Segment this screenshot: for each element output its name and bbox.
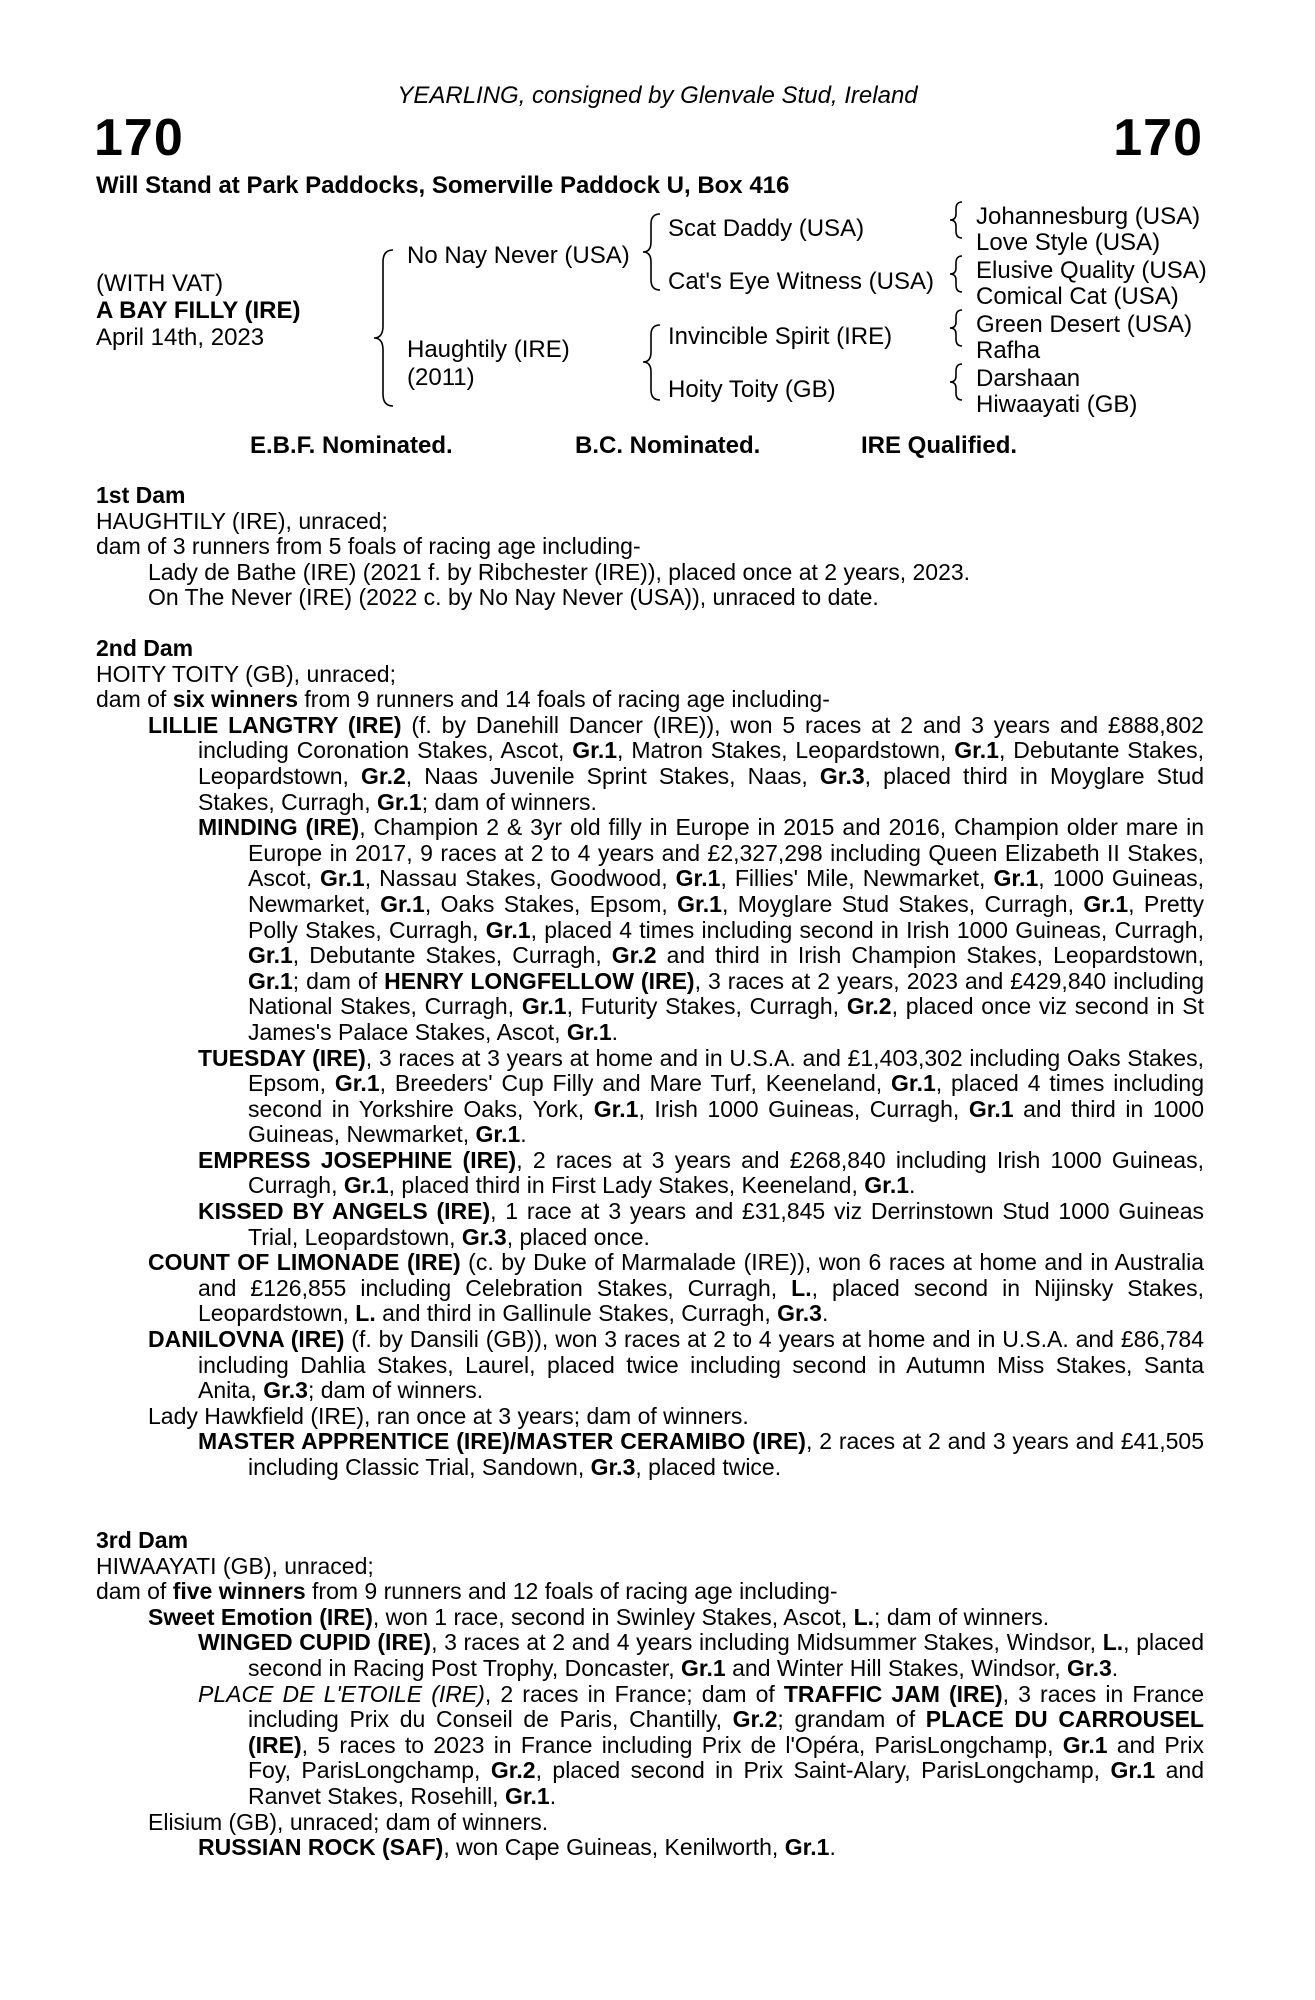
ebf-nominated: E.B.F. Nominated. xyxy=(250,432,453,459)
progeny-entry: Lady Hawkfield (IRE), ran once at 3 years; dam of winners. xyxy=(148,1402,749,1429)
progeny-item: On The Never (IRE) (2022 c. by No Nay Never (USA)), unraced to date. xyxy=(148,584,879,611)
horse-dob: April 14th, 2023 xyxy=(96,324,265,351)
third-dam-heading: 3rd Dam xyxy=(96,1527,189,1553)
vat-note: (WITH VAT) xyxy=(96,270,224,297)
dam-year: (2011) xyxy=(407,364,475,391)
gg-dss: Green Desert (USA) xyxy=(976,311,1193,338)
lot-number-left: 170 xyxy=(94,109,184,167)
progeny-entry: LILLIE LANGTRY (IRE) (f. by Danehill Dancer (IRE)), won 5 races at 2 and 3 years and £888,802 including Coronation Stakes, Ascot, Gr.1, Matron Stakes, Leopardstown, Gr.1, Debutante Stakes, Leopardstown, Gr.2, Naas Juvenile Sprint Stakes, Naas, Gr.3, placed third in Moyglare Stud Stakes, Curragh, Gr.1; dam of winners. xyxy=(148,711,1205,815)
horse-name: A BAY FILLY (IRE) xyxy=(96,297,301,324)
sd-brace xyxy=(950,256,962,292)
progeny-entry: WINGED CUPID (IRE), 3 races at 2 and 4 years including Midsummer Stakes, Windsor, L., placed second in Racing Post Trophy, Doncaster, Gr.1 and Winter Hill Stakes, Windsor, Gr.3. xyxy=(198,1629,1204,1681)
progeny-entry: DANILOVNA (IRE) (f. by Dansili (GB)), won 3 races at 2 to 4 years at home and in U.S.A. and £86,784 including Dahlia Stakes, Laurel, placed twice including second in Autumn Miss Stakes, Santa Anita, Gr.3; dam of winners. xyxy=(148,1326,1204,1404)
second-dam-line: HOITY TOITY (GB), unraced; xyxy=(96,660,396,687)
second-dam-heading: 2nd Dam xyxy=(96,635,194,661)
gg-ddd: Hiwaayati (GB) xyxy=(976,391,1138,418)
progeny-item: Lady de Bathe (IRE) (2021 f. by Ribchester (IRE)), placed once at 2 years, 2023. xyxy=(148,558,971,585)
lot-number-right: 170 xyxy=(1113,109,1203,167)
progeny-entry: Elisium (GB), unraced; dam of winners. xyxy=(148,1808,549,1835)
main-brace xyxy=(374,250,393,406)
gg-sds: Elusive Quality (USA) xyxy=(976,257,1207,284)
dam-brace xyxy=(643,325,660,400)
dam-dam: Hoity Toity (GB) xyxy=(668,376,836,403)
third-dam-line: dam of five winners from 9 runners and 12 foals of racing age including- xyxy=(96,1578,838,1605)
progeny-entry: KISSED BY ANGELS (IRE), 1 race at 3 years and £31,845 viz Derrinstown Stud 1000 Guineas Trial, Leopardstown, Gr.3, placed once. xyxy=(198,1198,1205,1250)
first-dam-line: dam of 3 runners from 5 foals of racing age including- xyxy=(96,533,641,560)
progeny-entry: RUSSIAN ROCK (SAF), won Cape Guineas, Kenilworth, Gr.1. xyxy=(198,1834,836,1861)
ire-qualified: IRE Qualified. xyxy=(861,432,1018,459)
sire-brace xyxy=(643,214,660,290)
stand-location: Will Stand at Park Paddocks, Somerville Paddock U, Box 416 xyxy=(96,172,790,199)
first-dam-heading: 1st Dam xyxy=(96,482,186,508)
sire-dam: Cat's Eye Witness (USA) xyxy=(668,268,934,295)
ss-brace xyxy=(950,202,962,238)
progeny-entry: COUNT OF LIMONADE (IRE) (c. by Duke of Marmalade (IRE)), won 6 races at home and in Australia and £126,855 including Celebration Stakes, Curragh, L., placed second in Nijinsky Stakes, Leopardstown, L. and third in Gallinule Stakes, Curragh, Gr.3. xyxy=(148,1249,1205,1327)
progeny-entry: MINDING (IRE), Champion 2 & 3yr old filly in Europe in 2015 and 2016, Champion older mare in Europe in 2017, 9 races at 2 to 4 years and £2,327,298 including Queen Elizabeth II Stakes, Ascot, Gr.1, Nassau Stakes, Goodwood, Gr.1, Fillies' Mile, Newmarket, Gr.1, 1000 Guineas, Newmarket, Gr.1, Oaks Stakes, Epsom, Gr.1, Moyglare Stud Stakes, Curragh, Gr.1, Pretty Polly Stakes, Curragh, Gr.1, placed 4 times including second in Irish 1000 Guineas, Curragh, Gr.1, Debutante Stakes, Curragh, Gr.2 and third in Irish Champion Stakes, Leopardstown, Gr.1; dam of HENRY LONGFELLOW (IRE), 3 races at 2 years, 2023 and £429,840 including National Stakes, Curragh, Gr.1, Futurity Stakes, Curragh, Gr.2, placed once viz second in St James's Palace Stakes, Ascot, Gr.1. xyxy=(198,814,1205,1045)
gg-sdd: Comical Cat (USA) xyxy=(976,283,1179,310)
progeny-entry: Sweet Emotion (IRE), won 1 race, second in Swinley Stakes, Ascot, L.; dam of winners. xyxy=(148,1603,1050,1630)
first-dam-section xyxy=(96,483,1204,611)
dam-sire: Invincible Spirit (IRE) xyxy=(668,323,893,350)
sire: No Nay Never (USA) xyxy=(407,242,630,269)
sire-sire: Scat Daddy (USA) xyxy=(668,215,865,242)
dd-brace xyxy=(950,364,962,400)
gg-sss: Johannesburg (USA) xyxy=(976,203,1201,230)
bc-nominated: B.C. Nominated. xyxy=(575,432,761,459)
consignor-subtitle: YEARLING, consigned by Glenvale Stud, Ireland xyxy=(397,82,918,109)
gg-dds: Darshaan xyxy=(976,365,1081,392)
third-dam-line: HIWAAYATI (GB), unraced; xyxy=(96,1552,374,1579)
gg-dsd: Rafha xyxy=(976,337,1041,364)
progeny-entry: EMPRESS JOSEPHINE (IRE), 2 races at 3 years and £268,840 including Irish 1000 Guineas, Curragh, Gr.1, placed third in First Lady Stakes, Keeneland, Gr.1. xyxy=(198,1146,1204,1199)
progeny-entry: PLACE DE L'ETOILE (IRE), 2 races in France; dam of TRAFFIC JAM (IRE), 3 races in France including Prix du Conseil de Paris, Chantilly, Gr.2; grandam of PLACE DU CARROUSEL (IRE), 5 races to 2023 in France including Prix de l'Opéra, ParisLongchamp, Gr.1 and Prix Foy, ParisLongchamp, Gr.2, placed second in Prix Saint-Alary, ParisLongchamp, Gr.1 and Ranvet Stakes, Rosehill, Gr.1. xyxy=(198,1680,1205,1809)
first-dam-line: HAUGHTILY (IRE), unraced; xyxy=(96,507,388,534)
dam-name: Haughtily (IRE) xyxy=(407,336,570,363)
third-dam-section xyxy=(96,1528,1204,1861)
progeny-entry: TUESDAY (IRE), 3 races at 3 years at home and in U.S.A. and £1,403,302 including Oaks Stakes, Epsom, Gr.1, Breeders' Cup Filly and Mare Turf, Keeneland, Gr.1, placed 4 times including second in Yorkshire Oaks, York, Gr.1, Irish 1000 Guineas, Curragh, Gr.1 and third in 1000 Guineas, Newmarket, Gr.1. xyxy=(198,1044,1204,1148)
second-dam-section xyxy=(96,636,1204,1481)
gg-ssd: Love Style (USA) xyxy=(976,229,1161,256)
ds-brace xyxy=(950,310,962,346)
progeny-entry: MASTER APPRENTICE (IRE)/MASTER CERAMIBO (IRE), 2 races at 2 and 3 years and £41,505 including Classic Trial, Sandown, Gr.3, placed twice. xyxy=(198,1428,1204,1480)
second-dam-line: dam of six winners from 9 runners and 14 foals of racing age including- xyxy=(96,686,830,713)
